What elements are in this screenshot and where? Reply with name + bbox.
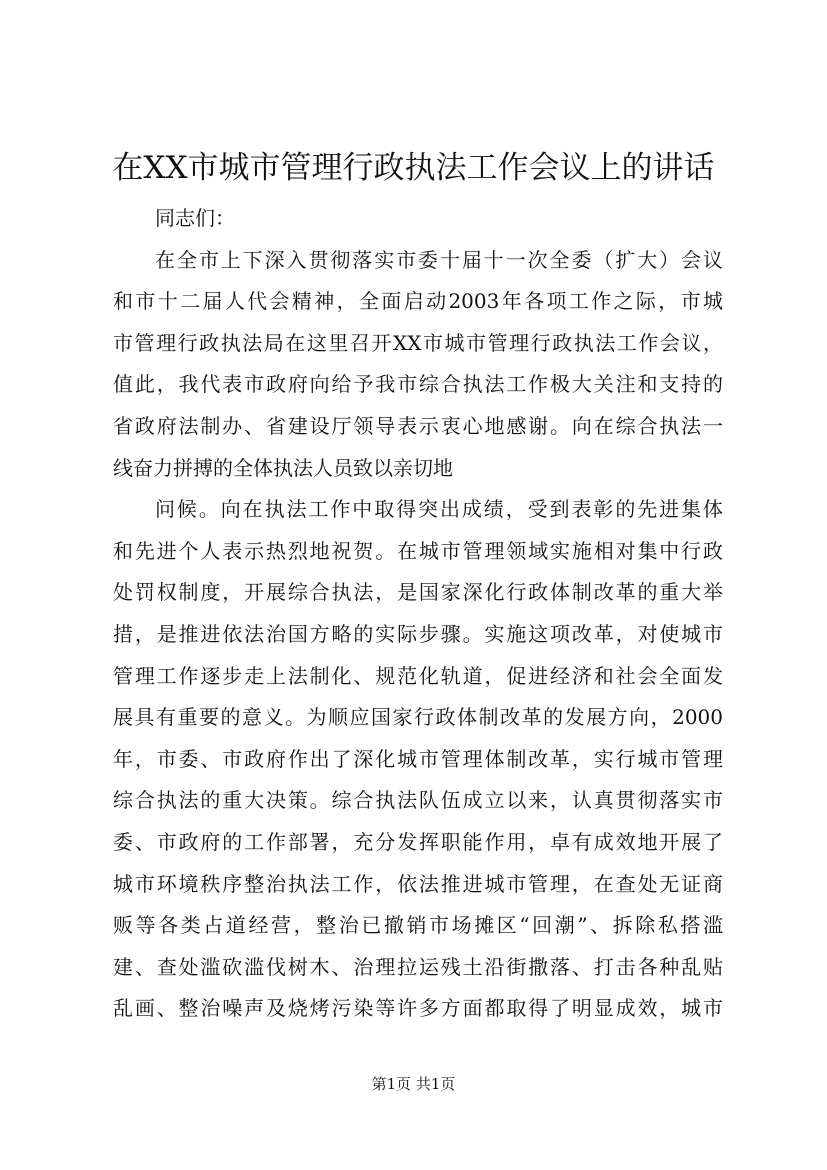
text-line: 和市十二届人代会精神，全面启动2003年各项工作之际，市城 [113, 289, 723, 314]
text-line: 值此，我代表市政府向给予我市综合执法工作极大关注和支持的 [113, 372, 723, 397]
text-line: 处罚权制度，开展综合执法，是国家深化行政体制改革的重大举 [113, 580, 723, 605]
text-line: 线奋力拼搏的全体执法人员致以亲切地 [113, 455, 453, 480]
page-footer: 第1页 共1页 [371, 1075, 456, 1093]
text-line: 措，是推进依法治国方略的实际步骤。实施这项改革，对使城市 [113, 621, 723, 646]
text-line: 问候。向在执法工作中取得突出成绩，受到表彰的先进集体 [155, 497, 723, 522]
text-line: 和先进个人表示热烈地祝贺。在城市管理领域实施相对集中行政 [113, 538, 723, 563]
text-line: 展具有重要的意义。为顺应国家行政体制改革的发展方向，2000 [113, 705, 723, 730]
text-line: 年，市委、市政府作出了深化城市管理体制改革，实行城市管理 [113, 746, 723, 771]
text-line: 城市环境秩序整治执法工作，依法推进城市管理，在查处无证商 [113, 871, 723, 896]
text-line: 省政府法制办、省建设厅领导表示衷心地感谢。向在综合执法一 [113, 413, 723, 438]
document-body [113, 198, 723, 1030]
text-line: 综合执法的重大决策。综合执法队伍成立以来，认真贯彻落实市 [113, 788, 723, 813]
text-line: 乱画、整治噪声及烧烤污染等许多方面都取得了明显成效，城市 [113, 996, 723, 1021]
text-line: 委、市政府的工作部署，充分发挥职能作用，卓有成效地开展了 [113, 829, 723, 854]
text-line: 市管理行政执法局在这里召开XX市城市管理行政执法工作会议， [113, 330, 723, 355]
text-line: 管理工作逐步走上法制化、规范化轨道，促进经济和社会全面发 [113, 663, 723, 688]
text-line: 同志们： [155, 206, 235, 230]
text-line: 建、查处滥砍滥伐树木、治理拉运残土沿街撒落、打击各种乱贴 [113, 954, 723, 979]
text-line: 贩等各类占道经营，整治已撤销市场摊区“回潮”、拆除私搭滥 [113, 913, 723, 938]
text-line: 在全市上下深入贯彻落实市委十届十一次全委（扩大）会议 [155, 247, 723, 272]
document-title: 在XX市城市管理行政执法工作会议上的讲话 [112, 150, 715, 186]
